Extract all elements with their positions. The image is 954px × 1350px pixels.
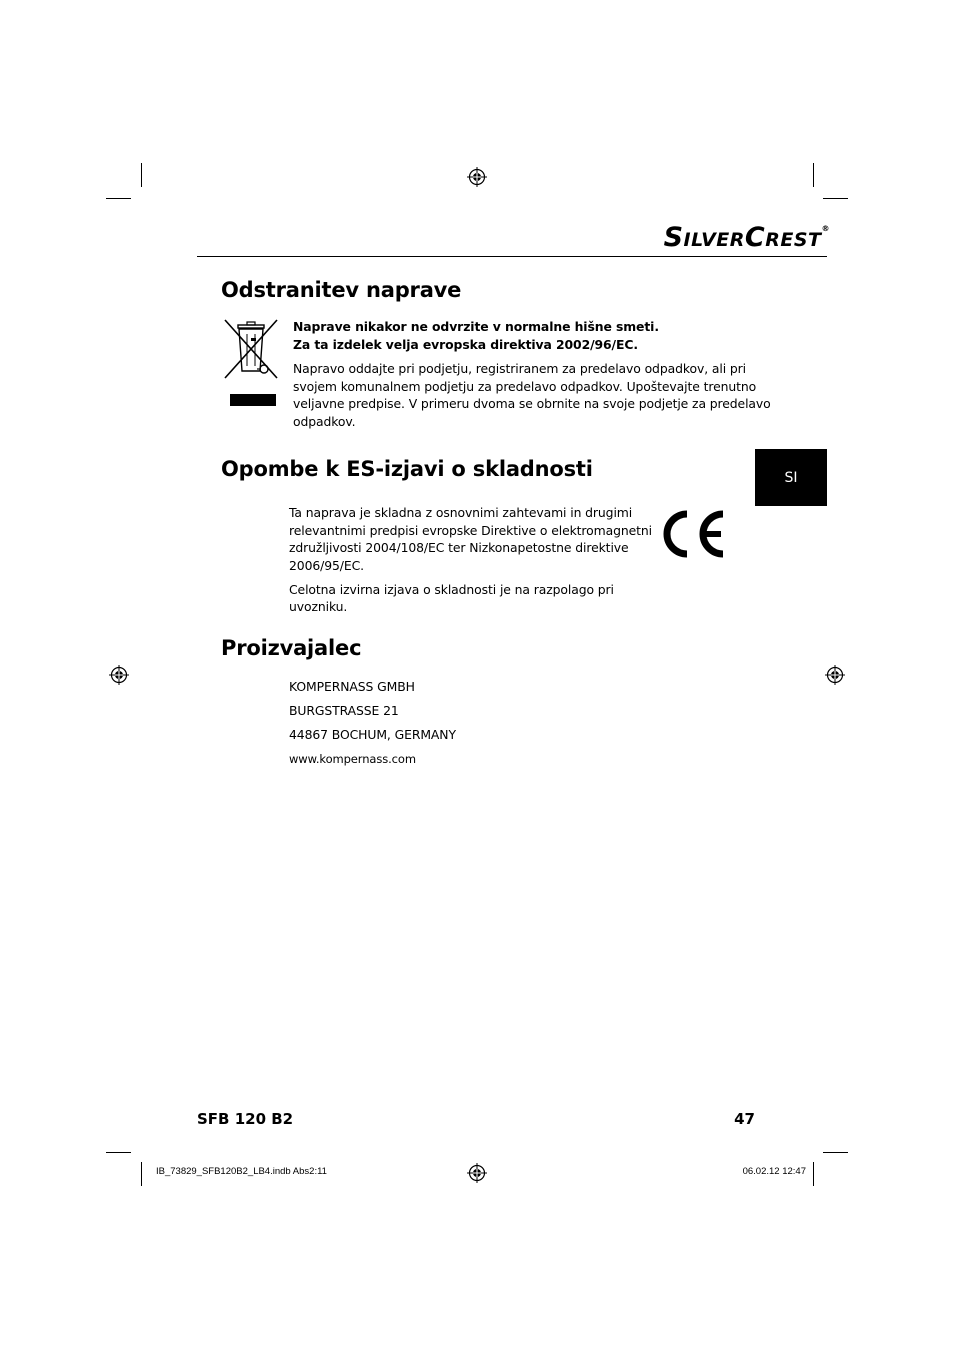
conformity-body-line: uvozniku.: [289, 599, 348, 614]
section-title-conformity: Opombe k ES-izjavi o skladnosti: [221, 457, 593, 481]
conformity-body-line: Celotna izvirna izjava o skladnosti je na razpolago pri: [289, 582, 614, 597]
ce-mark-icon: [657, 510, 729, 558]
language-tab-label: SI: [784, 469, 798, 486]
registration-mark-icon: [467, 167, 487, 187]
registration-mark-icon: [467, 1163, 487, 1183]
conformity-body-line: relevantnimi predpisi evropske Direktive o elektromagnetni: [289, 523, 652, 538]
brand-initial: C: [744, 222, 766, 253]
disposal-body-line: veljavne predpise. V primeru dvoma se obrnite na svoje podjetje za predelavo: [293, 396, 771, 411]
disposal-body-line: Napravo oddajte pri podjetju, registriranem za predelavo odpadkov, ali pri: [293, 361, 746, 376]
manufacturer-website: www.kompernass.com: [289, 752, 416, 766]
crop-mark: [141, 1162, 142, 1186]
manufacturer-line: 44867 BOCHUM, GERMANY: [289, 727, 456, 742]
manufacturer-line: KOMPERNASS GMBH: [289, 679, 415, 694]
crop-mark: [823, 1152, 848, 1153]
header-rule: [197, 256, 827, 257]
brand-logo: [640, 222, 830, 253]
print-slug-date: 06.02.12 12:47: [742, 1166, 806, 1177]
conformity-body-line: združljivosti 2004/108/EC ter Nizkonapetostne direktive: [289, 540, 629, 555]
crop-mark: [823, 198, 848, 199]
manufacturer-line: BURGSTRASSE 21: [289, 703, 399, 718]
conformity-body-line: Ta naprava je skladna z osnovnimi zahtevami in drugimi: [289, 505, 633, 520]
section-title-manufacturer: Proizvajalec: [221, 636, 362, 660]
disposal-body-line: odpadkov.: [293, 414, 356, 429]
language-tab: [755, 449, 827, 506]
footer-model: SFB 120 B2: [197, 1110, 294, 1128]
print-slug-file: IB_73829_SFB120B2_LB4.indb Abs2:11: [156, 1166, 327, 1177]
registration-mark-icon: [109, 665, 129, 685]
section-title-disposal: Odstranitev naprave: [221, 278, 462, 302]
crop-mark: [106, 1152, 131, 1153]
crop-mark: [141, 163, 142, 187]
crossed-out-wheelie-bin-icon: [221, 316, 281, 408]
registered-mark: ®: [821, 224, 830, 233]
brand-text: REST: [765, 229, 822, 251]
crop-mark: [106, 198, 131, 199]
conformity-body-line: 2006/95/EC.: [289, 558, 364, 573]
brand-initial: S: [663, 222, 684, 253]
registration-mark-icon: [825, 665, 845, 685]
brand-text: ILVER: [683, 229, 745, 251]
disposal-warning-line1: Naprave nikakor ne odvrzite v normalne hišne smeti.: [293, 319, 659, 334]
crop-mark: [813, 163, 814, 187]
page-number: 47: [734, 1110, 755, 1128]
crop-mark: [813, 1162, 814, 1186]
disposal-body-line: svojem komunalnem podjetju za predelavo odpadkov. Upoštevajte trenutno: [293, 379, 757, 394]
disposal-warning-line2: Za ta izdelek velja evropska direktiva 2002/96/EC.: [293, 337, 638, 352]
